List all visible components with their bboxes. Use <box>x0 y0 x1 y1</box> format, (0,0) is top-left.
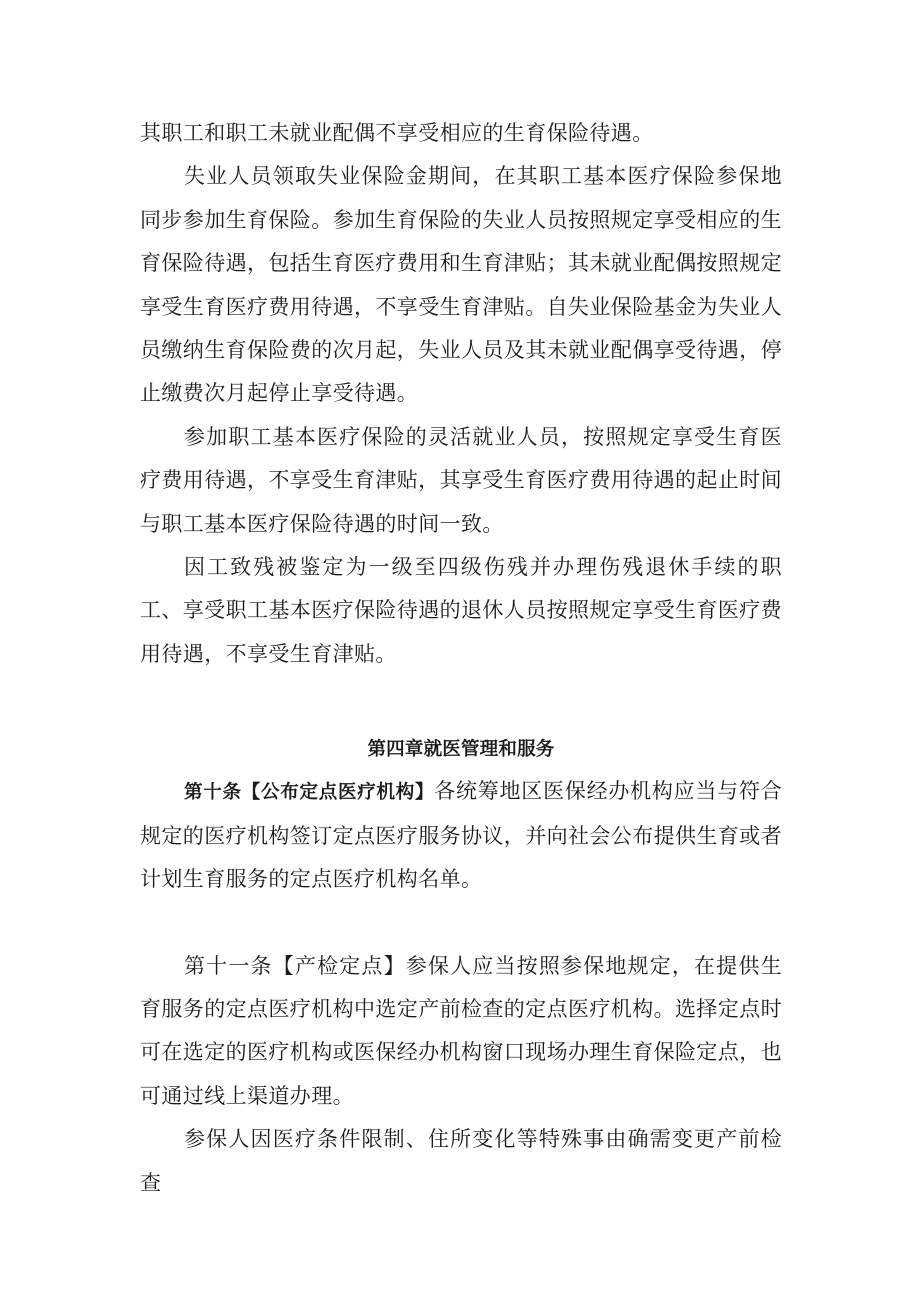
article-10-heading: 第十条【公布定点医疗机构】 <box>184 782 435 804</box>
paragraph-flexible-employment: 参加职工基本医疗保险的灵活就业人员，按照规定享受生育医疗费用待遇，不享受生育津贴，其享受生育医疗费用待遇的起止时间与职工基本医疗保险待遇的时间一致。 <box>140 424 782 536</box>
article-11: 第十一条【产检定点】参保人应当按照参保地规定，在提供生育服务的定点医疗机构中选定产前检查的定点医疗机构。选择定点时可在选定的医疗机构或医保经办机构窗口现场办理生育保险定点，也可通过线上渠道办理。 <box>140 953 782 1108</box>
paragraph-unemployed-insurance: 失业人员领取失业保险金期间，在其职工基本医疗保险参保地同步参加生育保险。参加生育保险的失业人员按照规定享受相应的生育保险待遇，包括生育医疗费用和生育津贴；其未就业配偶按照规定享受生育医疗费用待遇，不享受生育津贴。自失业保险基金为失业人员缴纳生育保险费的次月起，失业人员及其未就业配偶享受待遇，停止缴费次月起停止享受待遇。 <box>140 164 782 406</box>
article-10-body: 各统筹地区医保经办机构应当与符合规定的医疗机构签订定点医疗服务协议，并向社会公布提供生育或者计划生育服务的定点医疗机构名单。 <box>140 779 782 892</box>
paragraph-continuation: 其职工和职工未就业配偶不享受相应的生育保险待遇。 <box>140 121 654 145</box>
paragraph-change-designation: 参保人因医疗条件限制、住所变化等特殊事由确需变更产前检查 <box>140 1127 782 1195</box>
chapter-title: 第四章就医管理和服务 <box>367 739 555 761</box>
document-page <box>140 112 782 1205</box>
paragraph-disabled-retired: 因工致残被鉴定为一级至四级伤残并办理伤残退休手续的职工、享受职工基本医疗保险待遇的退休人员按照规定享受生育医疗费用待遇，不享受生育津贴。 <box>140 555 782 666</box>
article-10 <box>140 770 782 901</box>
